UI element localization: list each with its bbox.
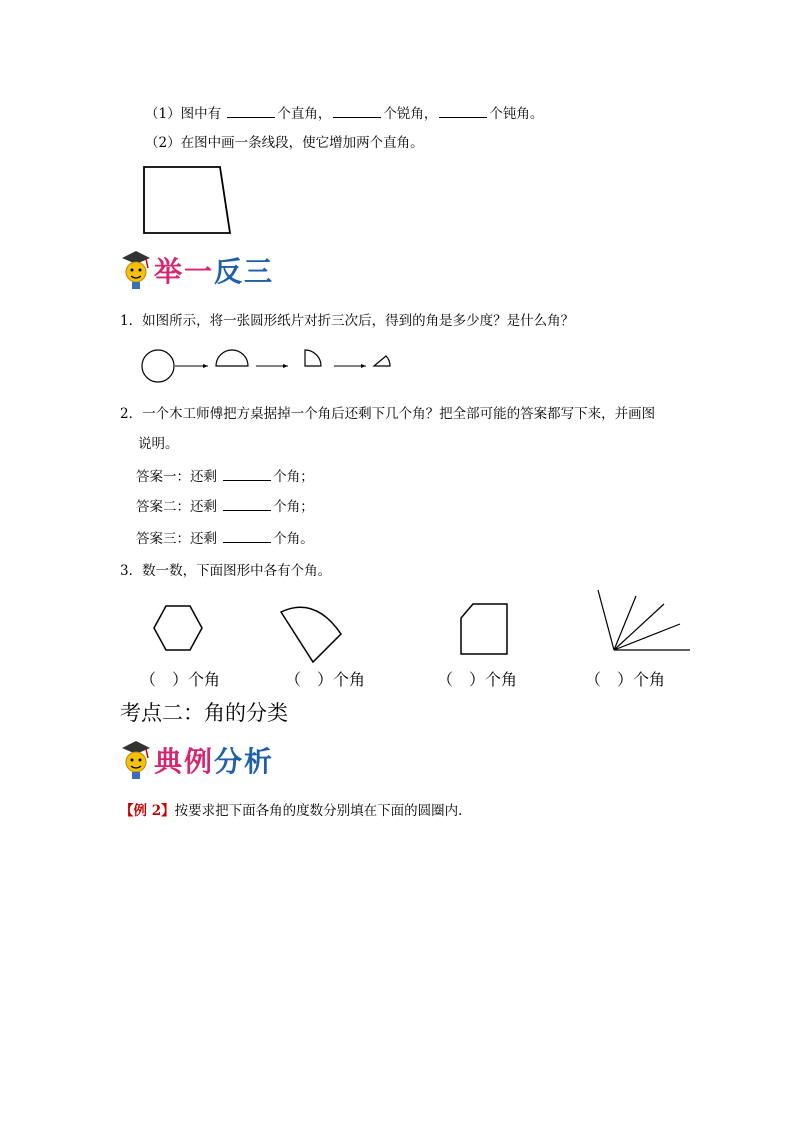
rays-figure (590, 586, 694, 656)
answer-2 (136, 496, 314, 517)
problem-2-line2: 说明。 (138, 436, 179, 452)
section-2-title: 考点二：角的分类 (120, 701, 288, 725)
scholar-mascot-icon (118, 248, 154, 290)
scholar-mascot-icon (118, 738, 154, 780)
hexagon-figure (148, 600, 208, 656)
answer-suffix: 个角； (273, 469, 314, 485)
example-2 (120, 801, 462, 821)
jyfs-title-a: 举一 (154, 255, 215, 288)
dlfx-title (154, 740, 274, 780)
answer-1 (136, 466, 314, 487)
trapezoid-figure (138, 163, 238, 238)
blank (223, 528, 271, 543)
example-tag: 【例 2】 (120, 803, 175, 819)
jyfs-heading (118, 248, 274, 290)
problem-1: 1．如图所示，将一张圆形纸片对折三次后，得到的角是多少度？是什么角？ (120, 313, 575, 329)
blank (439, 103, 487, 118)
dlfx-title-b: 分析 (214, 745, 275, 778)
jyfs-title-b: 反三 (214, 255, 275, 288)
dlfx-title-a: 典例 (154, 745, 215, 778)
q1-prefix: （1）图中有 (145, 106, 222, 122)
shape-label: （ ）个角 (285, 670, 366, 689)
problem-2-line1: 2．一个木工师傅把方桌据掉一个角后还剩下几个角？把全部可能的答案都写下来，并画图 (120, 406, 656, 422)
problem-3: 3．数一数，下面图形中各有个角。 (120, 563, 332, 579)
shape-label: （ ）个角 (585, 670, 666, 689)
blank (227, 103, 275, 118)
blank (333, 103, 381, 118)
blank (223, 496, 271, 511)
shape-label: （ ）个角 (437, 670, 518, 689)
cut-square-figure (455, 600, 515, 658)
folding-sequence-figure (138, 345, 398, 387)
q1-suffix1: 个直角， (277, 106, 332, 122)
sector-figure (275, 596, 347, 668)
question-part-1 (145, 103, 543, 124)
shape-label: （ ）个角 (140, 670, 221, 689)
answer-suffix: 个角； (273, 499, 314, 515)
question-part-2: （2）在图中画一条线段，使它增加两个直角。 (145, 135, 424, 151)
q1-suffix3: 个钝角。 (489, 106, 544, 122)
answer-3 (136, 528, 314, 549)
dlfx-heading (118, 738, 274, 780)
answer-label: 答案二：还剩 (136, 499, 217, 515)
example-text: 按要求把下面各角的度数分别填在下面的圆圈内. (174, 803, 463, 819)
answer-suffix: 个角。 (273, 531, 314, 547)
q1-suffix2: 个锐角， (383, 106, 438, 122)
jyfs-title (154, 250, 274, 290)
blank (223, 466, 271, 481)
answer-label: 答案一：还剩 (136, 469, 217, 485)
answer-label: 答案三：还剩 (136, 531, 217, 547)
